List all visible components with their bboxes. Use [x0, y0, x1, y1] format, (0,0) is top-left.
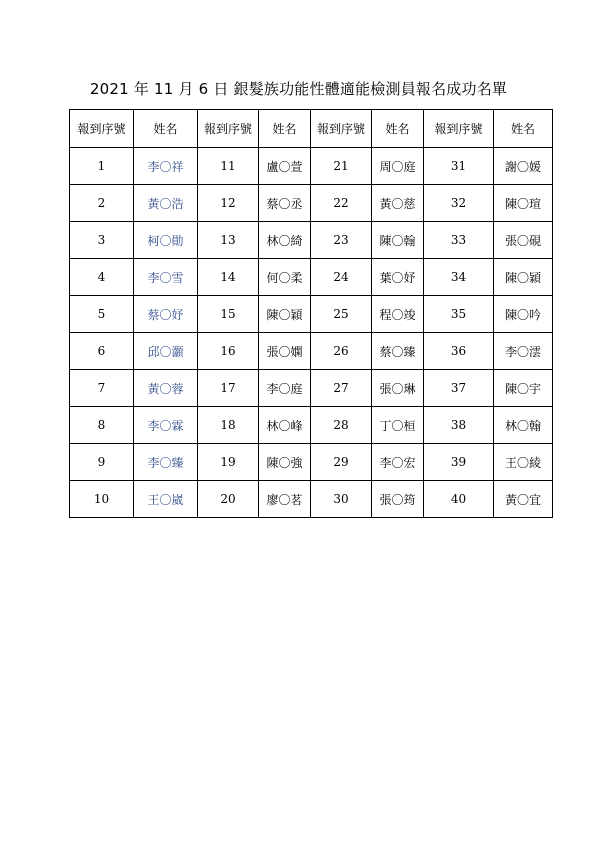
checkin-number-cell: 31 — [424, 148, 494, 185]
participant-name-cell: 王〇崴 — [134, 481, 198, 518]
checkin-number-cell: 16 — [198, 333, 259, 370]
checkin-number-cell: 39 — [424, 444, 494, 481]
participant-name-cell: 陳〇瑄 — [494, 185, 553, 222]
checkin-number-cell: 19 — [198, 444, 259, 481]
checkin-number-cell: 37 — [424, 370, 494, 407]
column-header-checkin-number: 報到序號 — [70, 110, 134, 148]
checkin-number-cell: 11 — [198, 148, 259, 185]
checkin-number-cell: 5 — [70, 296, 134, 333]
checkin-number-cell: 1 — [70, 148, 134, 185]
participant-name-cell: 李〇祥 — [134, 148, 198, 185]
participant-name-cell: 陳〇宇 — [494, 370, 553, 407]
table-row — [70, 444, 553, 481]
participant-name-cell: 林〇綺 — [259, 222, 311, 259]
checkin-number-cell: 32 — [424, 185, 494, 222]
checkin-number-cell: 18 — [198, 407, 259, 444]
table-row — [70, 148, 553, 185]
participant-name-cell: 黃〇蓉 — [134, 370, 198, 407]
table-row — [70, 296, 553, 333]
checkin-number-cell: 4 — [70, 259, 134, 296]
participant-name-cell: 蔡〇丞 — [259, 185, 311, 222]
participant-name-cell: 張〇硯 — [494, 222, 553, 259]
checkin-number-cell: 14 — [198, 259, 259, 296]
table-row — [70, 185, 553, 222]
checkin-number-cell: 22 — [311, 185, 372, 222]
checkin-number-cell: 12 — [198, 185, 259, 222]
table-body — [70, 148, 553, 518]
checkin-number-cell: 29 — [311, 444, 372, 481]
checkin-number-cell: 3 — [70, 222, 134, 259]
participant-name-cell: 柯〇勛 — [134, 222, 198, 259]
participant-name-cell: 何〇柔 — [259, 259, 311, 296]
table-row — [70, 481, 553, 518]
checkin-number-cell: 36 — [424, 333, 494, 370]
checkin-number-cell: 35 — [424, 296, 494, 333]
participant-name-cell: 李〇霖 — [134, 407, 198, 444]
participant-name-cell: 李〇臻 — [134, 444, 198, 481]
checkin-number-cell: 26 — [311, 333, 372, 370]
participant-name-cell: 葉〇妤 — [372, 259, 424, 296]
participant-name-cell: 李〇宏 — [372, 444, 424, 481]
participant-name-cell: 黃〇慈 — [372, 185, 424, 222]
checkin-number-cell: 34 — [424, 259, 494, 296]
participant-name-cell: 林〇翰 — [494, 407, 553, 444]
table-header-row — [70, 110, 553, 148]
table-row — [70, 370, 553, 407]
participant-name-cell: 蔡〇臻 — [372, 333, 424, 370]
participant-name-cell: 王〇綾 — [494, 444, 553, 481]
checkin-number-cell: 38 — [424, 407, 494, 444]
column-header-checkin-number: 報到序號 — [311, 110, 372, 148]
registration-table — [69, 109, 553, 518]
participant-name-cell: 蔡〇妤 — [134, 296, 198, 333]
participant-name-cell: 張〇嫻 — [259, 333, 311, 370]
table-row — [70, 222, 553, 259]
participant-name-cell: 丁〇桓 — [372, 407, 424, 444]
participant-name-cell: 盧〇萱 — [259, 148, 311, 185]
checkin-number-cell: 2 — [70, 185, 134, 222]
participant-name-cell: 陳〇翰 — [372, 222, 424, 259]
column-header-name: 姓名 — [134, 110, 198, 148]
participant-name-cell: 陳〇吟 — [494, 296, 553, 333]
checkin-number-cell: 20 — [198, 481, 259, 518]
checkin-number-cell: 27 — [311, 370, 372, 407]
checkin-number-cell: 25 — [311, 296, 372, 333]
page-title: 2021 年 11 月 6 日 銀髮族功能性體適能檢測員報名成功名單 — [89, 80, 508, 98]
table-row — [70, 407, 553, 444]
checkin-number-cell: 28 — [311, 407, 372, 444]
participant-name-cell: 李〇庭 — [259, 370, 311, 407]
participant-name-cell: 張〇琳 — [372, 370, 424, 407]
participant-name-cell: 陳〇穎 — [259, 296, 311, 333]
participant-name-cell: 陳〇穎 — [494, 259, 553, 296]
checkin-number-cell: 15 — [198, 296, 259, 333]
column-header-checkin-number: 報到序號 — [424, 110, 494, 148]
checkin-number-cell: 33 — [424, 222, 494, 259]
checkin-number-cell: 40 — [424, 481, 494, 518]
participant-name-cell: 黃〇浩 — [134, 185, 198, 222]
checkin-number-cell: 17 — [198, 370, 259, 407]
table-row — [70, 259, 553, 296]
participant-name-cell: 陳〇強 — [259, 444, 311, 481]
checkin-number-cell: 30 — [311, 481, 372, 518]
participant-name-cell: 張〇筠 — [372, 481, 424, 518]
participant-name-cell: 黃〇宜 — [494, 481, 553, 518]
table-row — [70, 333, 553, 370]
participant-name-cell: 林〇峰 — [259, 407, 311, 444]
checkin-number-cell: 24 — [311, 259, 372, 296]
participant-name-cell: 周〇庭 — [372, 148, 424, 185]
checkin-number-cell: 21 — [311, 148, 372, 185]
participant-name-cell: 廖〇茗 — [259, 481, 311, 518]
column-header-name: 姓名 — [372, 110, 424, 148]
checkin-number-cell: 13 — [198, 222, 259, 259]
checkin-number-cell: 7 — [70, 370, 134, 407]
column-header-name: 姓名 — [494, 110, 553, 148]
participant-name-cell: 李〇澐 — [494, 333, 553, 370]
participant-name-cell: 謝〇媛 — [494, 148, 553, 185]
column-header-name: 姓名 — [259, 110, 311, 148]
checkin-number-cell: 23 — [311, 222, 372, 259]
participant-name-cell: 程〇竣 — [372, 296, 424, 333]
checkin-number-cell: 8 — [70, 407, 134, 444]
checkin-number-cell: 6 — [70, 333, 134, 370]
participant-name-cell: 邱〇灝 — [134, 333, 198, 370]
column-header-checkin-number: 報到序號 — [198, 110, 259, 148]
checkin-number-cell: 9 — [70, 444, 134, 481]
checkin-number-cell: 10 — [70, 481, 134, 518]
participant-name-cell: 李〇雪 — [134, 259, 198, 296]
